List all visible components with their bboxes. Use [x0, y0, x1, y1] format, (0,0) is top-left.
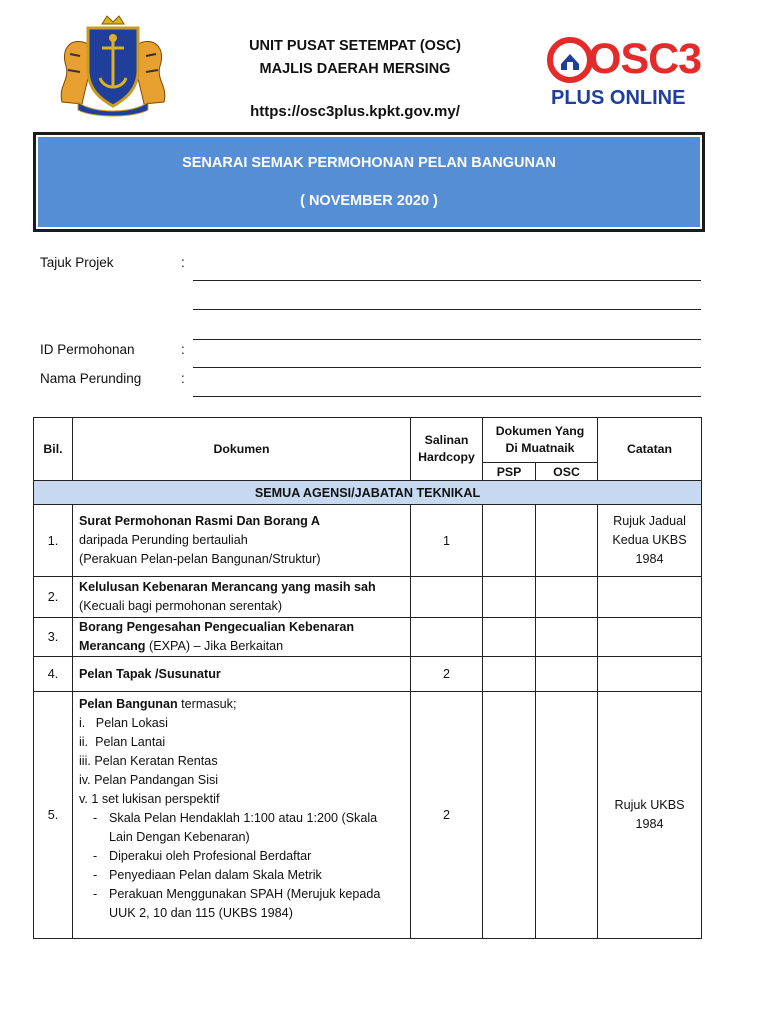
document-title: Pelan Tapak /Susunatur: [79, 667, 221, 681]
row-copies: 2: [411, 692, 483, 939]
list-item: - Diperakui oleh Profesional Berdaftar: [79, 847, 404, 866]
document-title: Surat Permohonan Rasmi Dan Borang A: [79, 514, 320, 528]
section-title: SEMUA AGENSI/JABATAN TEKNIKAL: [34, 481, 702, 505]
list-item: - Perakuan Menggunakan SPAH (Merujuk kepada UUK 2, 10 dan 115 (UKBS 1984): [79, 885, 404, 923]
row-copies: 1: [411, 505, 483, 577]
row-note: Rujuk Jadual Kedua UKBS 1984: [598, 505, 702, 577]
list-item: - Skala Pelan Hendaklah 1:100 atau 1:200 (Skala Lain Dengan Kebenaran): [79, 809, 404, 847]
col-header-catatan: Catatan: [598, 418, 702, 481]
col-header-bil: Bil.: [34, 418, 73, 481]
row-note: [598, 618, 702, 657]
row-number: 1.: [34, 505, 73, 577]
document-detail: daripada Perunding bertauliah: [79, 533, 248, 547]
application-id-line[interactable]: [193, 367, 701, 368]
row-copies: [411, 618, 483, 657]
row-number: 2.: [34, 577, 73, 618]
project-title-line-3[interactable]: [193, 339, 701, 340]
col-header-psp: PSP: [483, 463, 536, 481]
project-title-line-1[interactable]: [193, 280, 701, 281]
row-document: [73, 505, 411, 577]
consultant-name-label: Nama Perunding: [40, 371, 142, 386]
document-detail: (Kecuali bagi permohonan serentak): [79, 599, 283, 613]
row-copies: [411, 577, 483, 618]
plan-item: i. Pelan Lokasi: [79, 716, 168, 730]
document-title: Kelulusan Kebenaran Merancang yang masih sah: [79, 580, 376, 594]
table-row: [34, 577, 702, 618]
psp-checkbox-cell[interactable]: [483, 618, 536, 657]
checklist-title: SENARAI SEMAK PERMOHONAN PELAN BANGUNAN: [182, 155, 556, 171]
osc-checkbox-cell[interactable]: [536, 618, 598, 657]
document-detail: termasuk;: [177, 697, 237, 711]
state-crest-icon: [52, 14, 174, 118]
row-number: 3.: [34, 618, 73, 657]
plan-item: v. 1 set lukisan perspektif: [79, 792, 220, 806]
application-id-label: ID Permohonan: [40, 342, 135, 357]
row-number: 4.: [34, 657, 73, 692]
row-document: [73, 577, 411, 618]
row-note: [598, 657, 702, 692]
plan-item: ii. Pelan Lantai: [79, 735, 166, 749]
col-header-dokumen: Dokumen: [73, 418, 411, 481]
document-title-cont: Merancang: [79, 639, 146, 653]
osc-checkbox-cell[interactable]: [536, 505, 598, 577]
plan-requirements-list: [79, 809, 404, 923]
council-name: MAJLIS DAERAH MERSING: [259, 61, 451, 77]
colon: :: [181, 255, 185, 270]
checklist-banner: [33, 132, 705, 232]
row-document: [73, 618, 411, 657]
colon: :: [181, 342, 185, 357]
table-row: [34, 618, 702, 657]
document-title: Borang Pengesahan Pengecualian Kebenaran: [79, 620, 355, 634]
consultant-name-line[interactable]: [193, 396, 701, 397]
osc3-logo-text: OSC3: [588, 35, 702, 83]
row-note: Rujuk UKBS 1984: [598, 692, 702, 939]
row-document: [73, 692, 411, 939]
row-document: [73, 657, 411, 692]
checklist-table: [33, 417, 702, 939]
row-note: [598, 577, 702, 618]
plan-item: iii. Pelan Keratan Rentas: [79, 754, 218, 768]
osc-checkbox-cell[interactable]: [536, 577, 598, 618]
document-detail: (Perakuan Pelan-pelan Bangunan/Struktur): [79, 552, 321, 566]
row-number: 5.: [34, 692, 73, 939]
psp-checkbox-cell[interactable]: [483, 505, 536, 577]
osc3-logo-subtext: PLUS ONLINE: [551, 87, 686, 109]
colon: :: [181, 371, 185, 386]
portal-url[interactable]: https://osc3plus.kpkt.gov.my/: [250, 103, 460, 120]
project-title-label: Tajuk Projek: [40, 255, 114, 270]
col-header-salinan: Salinan Hardcopy: [411, 418, 483, 481]
section-row: [34, 481, 702, 505]
document-title: Pelan Bangunan: [79, 697, 178, 711]
document-detail: (EXPA) – Jika Berkaitan: [145, 639, 284, 653]
list-item: - Penyediaan Pelan dalam Skala Metrik: [79, 866, 404, 885]
table-header-row: [34, 418, 702, 463]
osc3-logo: [546, 36, 706, 110]
office-name: UNIT PUSAT SETEMPAT (OSC): [249, 38, 461, 54]
table-row: [34, 657, 702, 692]
table-row: [34, 692, 702, 939]
checklist-date: ( NOVEMBER 2020 ): [300, 193, 438, 209]
project-title-line-2[interactable]: [193, 309, 701, 310]
plan-item: iv. Pelan Pandangan Sisi: [79, 773, 219, 787]
table-row: [34, 505, 702, 577]
psp-checkbox-cell[interactable]: [483, 577, 536, 618]
osc-checkbox-cell[interactable]: [536, 692, 598, 939]
row-copies: 2: [411, 657, 483, 692]
psp-checkbox-cell[interactable]: [483, 692, 536, 939]
col-header-osc: OSC: [536, 463, 598, 481]
psp-checkbox-cell[interactable]: [483, 657, 536, 692]
osc-checkbox-cell[interactable]: [536, 657, 598, 692]
col-header-uploaded: Dokumen Yang Di Muatnaik: [483, 418, 598, 463]
